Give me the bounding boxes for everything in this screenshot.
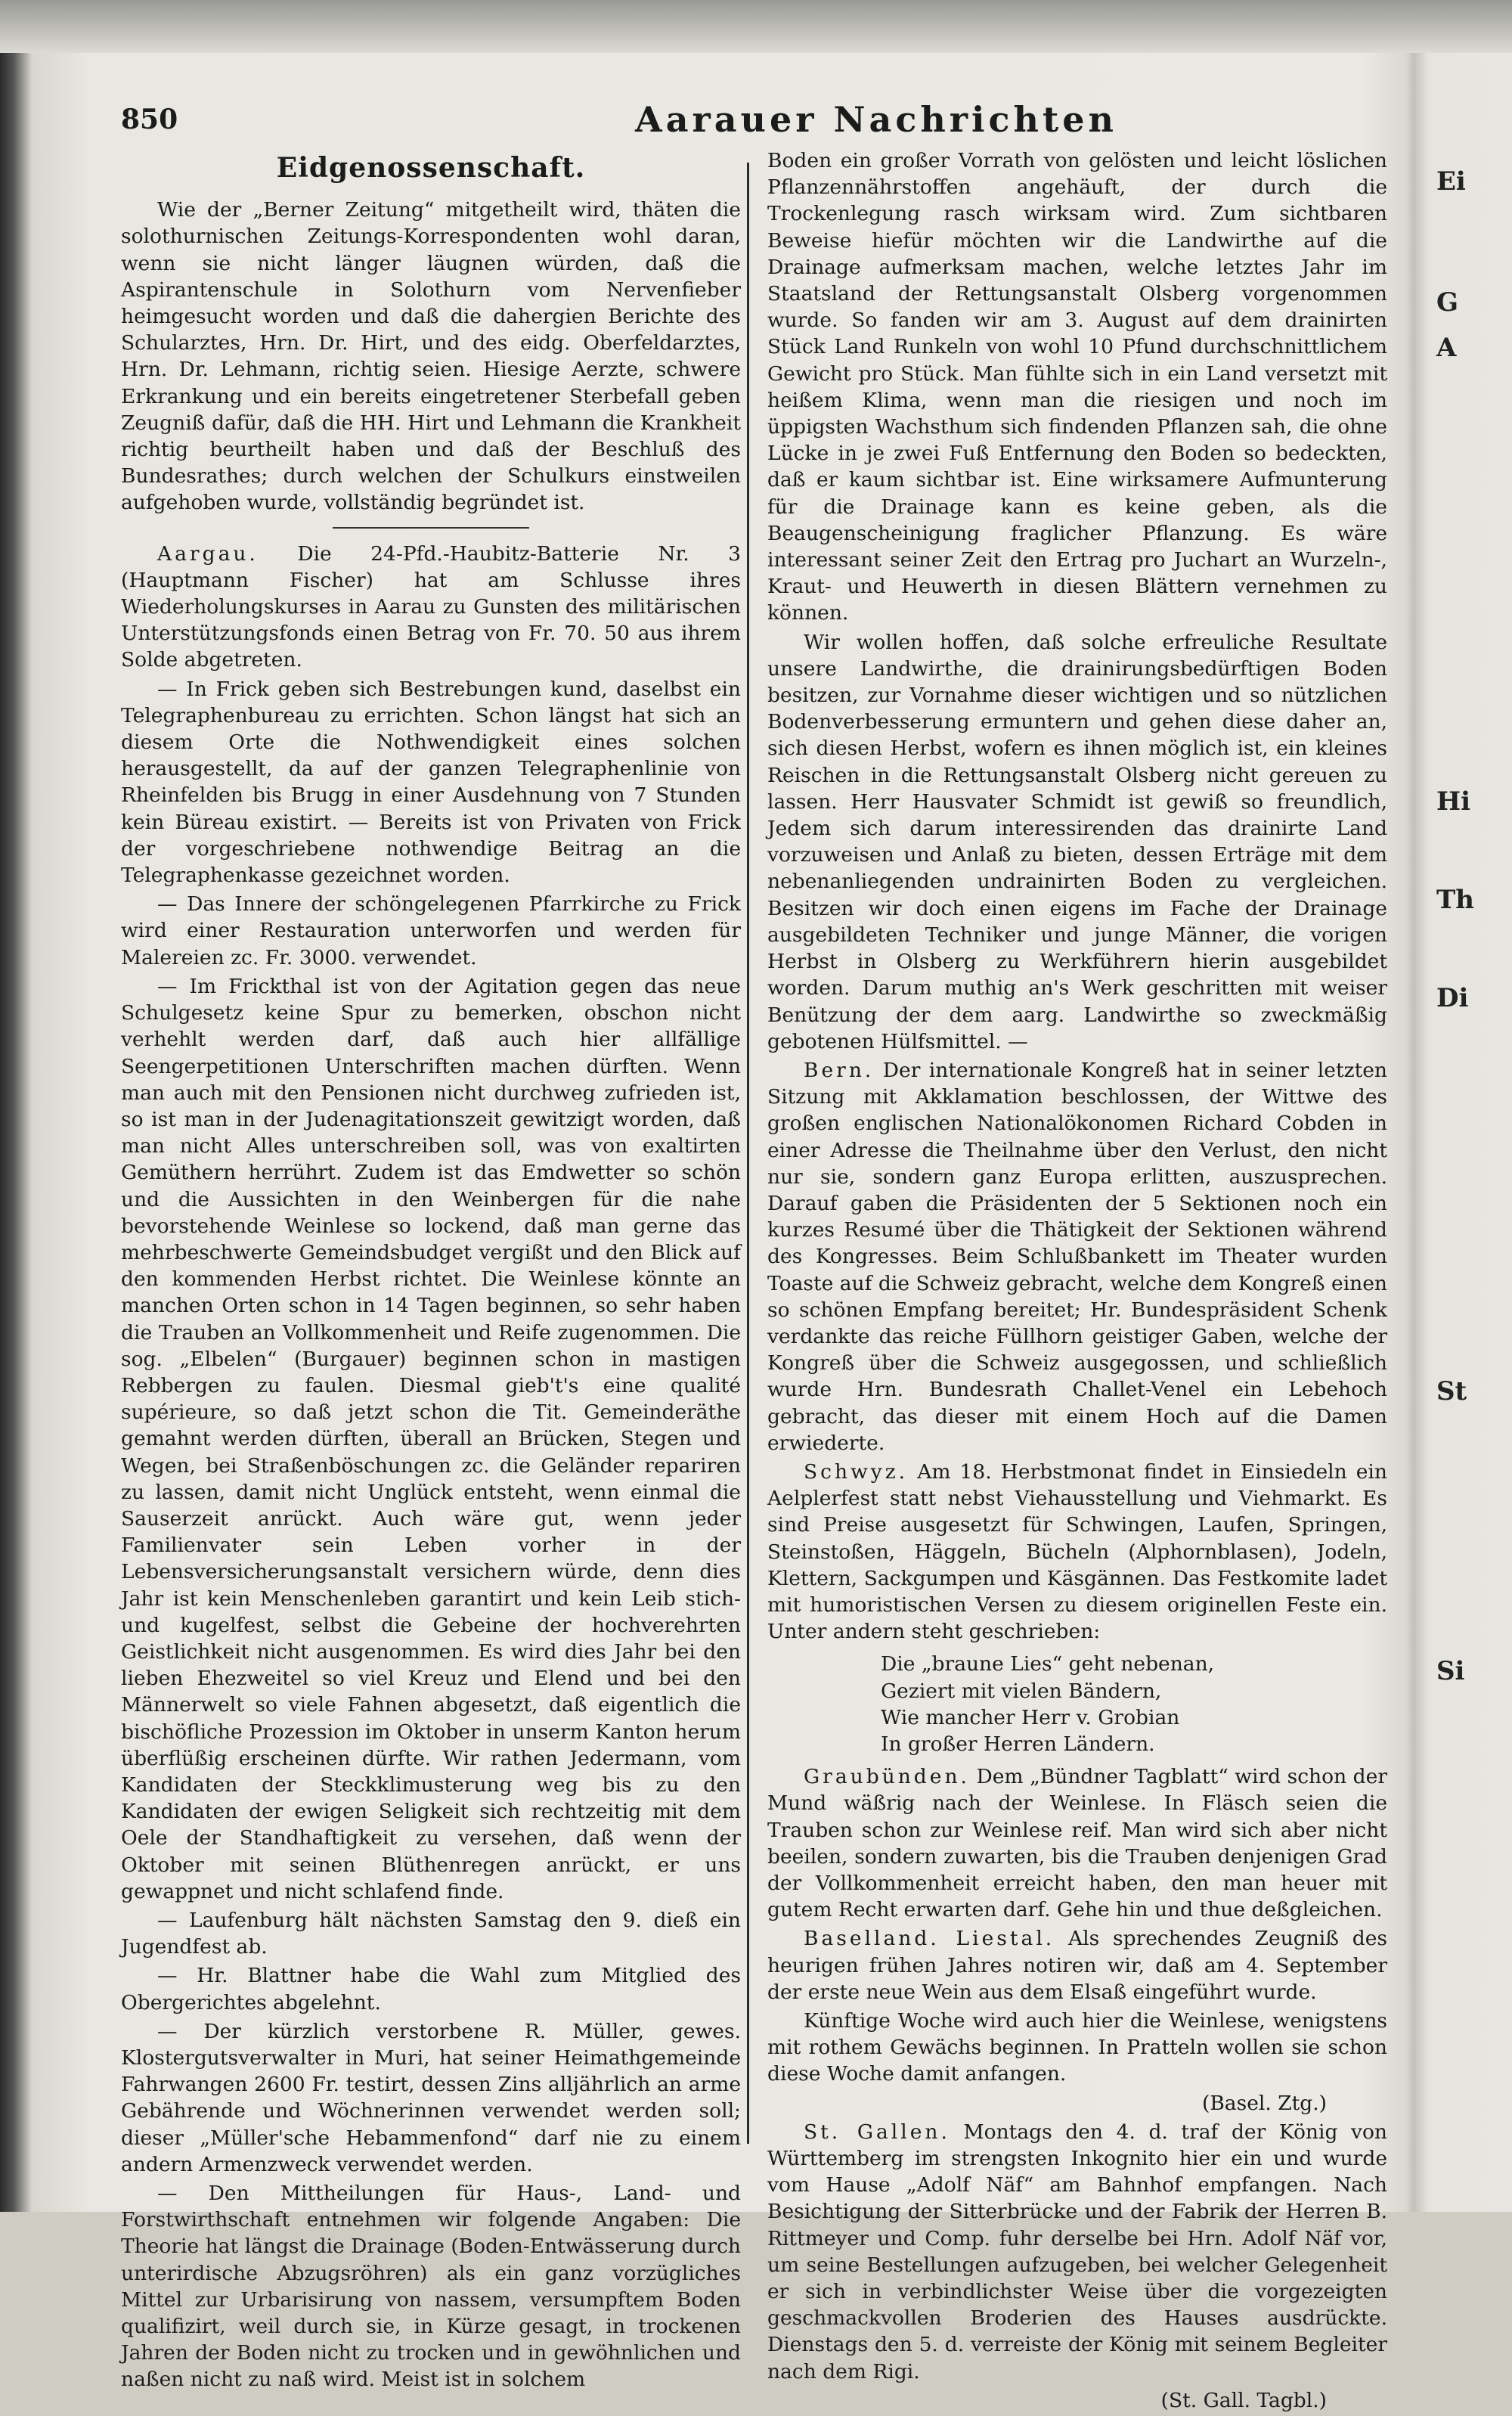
article-hoffen: Wir wollen hoffen, daß solche erfreuliche Resultate unsere Landwirthe, die drainirungsbedürftigen Boden besitzen, zur Vornahme dieser wichtigen und so nützlichen Bodenverbesserung ermuntern und gehen diese daher an, sich diesen Herbst, wofern es ihnen möglich ist, ein kleines Reischen in die Rettungsanstalt Olsberg nicht gereuen zu lassen. Herr Hausvater Schmidt ist gewiß so freundlich, Jedem sich darum interessirenden das drainirte Land vorzuweisen und Anlaß zu bieten, dessen Erträge mit dem nebenanliegenden undrainirten Boden zu vergleichen. Besitzen wir doch einen eigens im Fache der Drainage ausgebildeten Techniker und junge Männer, die vorigen Herbst in Olsberg zu Werkführern hierin ausgebildet worden. Darum muthig an's Werk geschritten mit weiser Benützung der dem aarg. Landwirthe so zweckmäßig gebotenen Hülfsmittel. — xyxy=(767,630,1387,1053)
article-drainage-cont: Boden ein großer Vorrath von gelösten und leicht löslichen Pflanzennährstoffen angehäuft, der durch die Trockenlegung rasch wirksam wird. Zum sichtbaren Beweise hiefür möchten wir die Landwirthe auf die Drainage aufmerksam machen, welche letztes Jahr im Staatsland der Rettungsanstalt Olsberg vorgenommen wurde. So fanden wir am 3. August auf dem drainirten Stück Land Runkeln von wohl 10 Pfund durchschnittlichem Gewicht pro Stück. Man fühlte sich in ein Land versetzt mit heißem Klima, wenn man die riesigen und noch im üppigsten Wachsthum sich findenden Pflanzen sah, die ohne Lücke in je zwei Fuß Entfernung den Boden so bedeckten, daß er kaum sichtbar ist. Eine wirksamere Aufmunterung für die Drainage kann es keine geben, als die Beaugenscheinigung fraglicher Pflanzung. Es wäre interessant seiner Zeit den Ertrag pro Juchart an Wurzeln-, Kraut- und Heuwerth in diesen Blättern vernehmen zu können. xyxy=(767,149,1387,625)
edge-fragment: Th xyxy=(1436,885,1475,915)
place-bern: Bern. xyxy=(804,1058,875,1082)
scan-top-band xyxy=(0,0,1512,53)
article-drainage: — Den Mittheilungen für Haus-, Land- und Forstwirthschaft entnehmen wir folgende Angaben: Die Theorie hat längst die Drainage (Boden-Entwässerung durch unterirdische Abzugsröhren) als ein ganz vorzügliches Mittel zur Urbarisirung von nassem, versumpftem Boden qualifizirt, weil durch sie, in Kürze gesagt, in trockenen Jahren der Boden nicht zu trocken und in gewöhnlichen und naßen nicht zu naß wird. Meist ist in solchem xyxy=(121,2182,741,2392)
poem-line: In großer Herren Ländern. xyxy=(881,1732,1155,1756)
edge-fragment: Si xyxy=(1436,1656,1465,1686)
bern-text: Der internationale Kongreß hat in seiner letzten Sitzung mit Akklamation beschlossen, der Wittwe des großen englischen Nationalökonomen Richard Cobden in einer Adresse die Theilnahme über den Verlust, den nicht nur sie, sondern ganz Europa erlitten, auszusprechen. Darauf gaben die Präsidenten der 5 Sektionen noch ein kurzes Resumé über die Thätigkeit der Sektionen während des Kongresses. Beim Schlußbankett im Theater wurden Toaste auf die Schweiz gebracht, welche dem Kongreß einen so schönen Empfang bereitet; Hr. Bundespräsident Schenk verdankte das reiche Füllhorn geistiger Gaben, welche der Kongreß über die Schweiz ausgegossen, und schließlich wurde Hrn. Bundesrath Challet-Venel ein Lebehoch gebracht, das dieser mit einem Hoch auf die Damen erwiederte. xyxy=(767,1058,1387,1455)
article-blattner: — Hr. Blattner habe die Wahl zum Mitglied des Obergerichtes abgelehnt. xyxy=(121,1964,741,2014)
left-column xyxy=(121,147,741,2396)
baselland-text: Als sprechendes Zeugniß des heurigen frühen Jahres notiren wir, daß am 4. September der erste neue Wein aus dem Elsaß eingeführt wurde. xyxy=(767,1927,1387,2004)
article-bern xyxy=(767,1057,1387,1456)
right-column xyxy=(767,147,1387,2416)
place-baselland: Baselland. Liestal. xyxy=(804,1927,1055,1951)
newspaper-title: Aarauer Nachrichten xyxy=(635,99,1117,140)
edge-fragment: Ei xyxy=(1436,166,1466,197)
column-rule xyxy=(747,163,749,2144)
poem-line: Geziert mit vielen Bändern, xyxy=(881,1679,1162,1703)
section-title: Eidgenossenschaft. xyxy=(276,152,586,184)
edge-fragment: G xyxy=(1436,287,1459,318)
place-stgallen: St. Gallen. xyxy=(804,2120,950,2144)
place-graubuenden: Graubünden. xyxy=(804,1765,970,1789)
source-basel: (Basel. Ztg.) xyxy=(1201,2091,1327,2115)
edge-fragment: St xyxy=(1436,1376,1467,1406)
article-aspirantenschule: Wie der „Berner Zeitung“ mitgetheilt wird, thäten die solothurnischen Zeitungs-Korrespondenten wohl daran, wenn sie nicht länger läugnen würden, daß die Aspirantenschule in Solothurn vom Nervenfieber heimgesucht worden und daß die dahergien Berichte des Schularztes, Hrn. Dr. Hirt, und des eidg. Oberfeldarztes, Hrn. Dr. Lehmann, richtig seien. Hiesige Aerzte, schwere Erkrankung und ein bereits eingetretener Sterbefall geben Zeugniß dafür, daß die HH. Hirt und Lehmann die Krankheit richtig beurtheilt haben und daß der Beschluß des Bundesrathes; durch welchen der Schulkurs einstweilen aufgehoben wurde, vollständig begründet ist. xyxy=(121,198,741,515)
article-frick-pfarrkirche: — Das Innere der schöngelegenen Pfarrkirche zu Frick wird einer Restauration unterworfen und werden für Malereien zc. Fr. 3000. verwendet. xyxy=(121,892,741,969)
article-frick-telegraph: — In Frick geben sich Bestrebungen kund, daselbst ein Telegraphenbureau zu errichten. Schon längst hat sich an diesem Orte die Nothwendigkeit eines solchen herausgestellt, da auf der ganzen Telegraphenlinie von Rheinfelden bis Brugg in einer Ausdehnung von 7 Stunden kein Büreau existirt. — Bereits ist von Privaten von Frick der vorgeschriebene nothwendige Beitrag an die Telegraphenkasse gezeichnet worden. xyxy=(121,677,741,888)
article-laufenburg: — Laufenburg hält nächsten Samstag den 9. dieß ein Jugendfest ab. xyxy=(121,1909,741,1959)
place-schwyz: Schwyz. xyxy=(804,1459,909,1484)
stgallen-text: Montags den 4. d. traf der König von Württemberg im strengsten Inkognito hier ein und wurde vom Hause „Adolf Näf“ am Bahnhof empfangen. Nach Besichtigung der Sitterbrücke und der Fabrik der Herren B. Rittmeyer und Comp. fuhr derselbe bei Hrn. Adolf Näf vor, um seine Bestellungen aufzugeben, bei welcher Gelegenheit er sich in verbindlichster Weise über die vorgezeigten geschmackvollen Broderien des Hauses ausdrückte. Dienstags den 5. d. verreiste der König mit seinem Begleiter nach dem Rigi. xyxy=(767,2120,1387,2383)
page-number: 850 xyxy=(121,104,178,135)
edge-fragment: A xyxy=(1436,333,1457,363)
edge-fragment: Di xyxy=(1436,983,1469,1013)
poem xyxy=(881,1651,1387,1757)
article-schwyz xyxy=(767,1459,1387,1645)
poem-line: Wie mancher Herr v. Grobian xyxy=(881,1705,1180,1729)
article-fricktal: — Im Frickthal ist von der Agitation gegen das neue Schulgesetz keine Spur zu bemerken, obschon nicht verhehlt werden darf, daß auch hier allfällige Seengerpetitionen Unterschriften machen dürften. Wenn man auch mit den Pensionen nicht durchweg zufrieden ist, so ist man in der Judenagitationszeit gewitzigt worden, daß man nicht Alles unterschreiben soll, was von exaltirten Gemüthern herrührt. Zudem ist das Emdwetter so schön und die Aussichten in den Weinbergen für die nahe bevorstehende Weinlese so lockend, daß man gerne das mehrbeschwerte Gemeindsbudget vergißt und den Blick auf den kommenden Herbst richtet. Die Weinlese könnte an manchen Orten schon in 14 Tagen beginnen, so sehr haben die Trauben an Vollkommenheit und Reife zugenommen. Die sog. „Elbelen“ (Burgauer) beginnen schon in mastigen Rebbergen zu faulen. Diesmal gieb't's eine qualité supérieure, so daß jetzt schon die Tit. Gemeinderäthe gemahnt werden dürften, überall an Brücken, Stegen und Wegen, bei Straßenböschungen zc. die Geländer repariren zu lassen, damit nicht Unglück entsteht, wenn einmal die Sauserzeit anrückt. Auch wäre gut, wenn jeder Familienvater sein Leben vorher in der Lebensversicherungsanstalt versichern würde, denn dies Jahr ist kein Menschenleben garantirt und kein Leib stich- und kugelfest, selbst die Gebeine der hochverehrten Geistlichkeit nicht ausgenommen. Es wird dies Jahr bei den lieben Ehezweitel so viel Kreuz und Elend und bei den Männerwelt so viele Fahnen abgesetzt, daß eigentlich die bischöfliche Prozession im Oktober in unserm Kanton herum überflüßig erscheinen dürfte. Wir rathen Jedermann, vom Kandidaten der Steckklimusterung weg bis zu den Kandidaten der ewigen Seligkeit sich rechtzeitig mit dem Oele der Standhaftigkeit zu versehen, daß wenn der Oktober mit seinen Blüthenregen anrückt, er uns gewappnet und nicht schlafend finde. xyxy=(121,974,741,1903)
article-mueller: — Der kürzlich verstorbene R. Müller, gewes. Klostergutsverwalter in Muri, hat seiner Heimathgemeinde Fahrwangen 2600 Fr. testirt, dessen Zins alljährlich an arme Gebährende und Wöchnerinnen verwendet werden soll; dieser „Müller'sche Hebammenfond“ darf nie zu einem andern Armenzweck verwendet werden. xyxy=(121,2019,741,2176)
aargau-text: Die 24-Pfd.-Haubitz-Batterie Nr. 3 (Hauptmann Fischer) hat am Schlusse ihres Wiederholungskurses in Aarau zu Gunsten des militärischen Unterstützungsfonds einen Betrag von Fr. 70. 50 aus ihrem Solde abgetreten. xyxy=(121,541,741,672)
graubuenden-text: Dem „Bündner Tagblatt“ wird schon der Mund wäßrig nach der Weinlese. In Fläsch seien die Trauben schon zur Weinlese reif. Man wird sich aber nicht beeilen, sondern zuwarten, bis die Trauben denjenigen Grad der Vollkommenheit erreicht haben, den man heuer mit gutem Recht erwarten darf. Gehe hin und thue deßgleichen. xyxy=(767,1765,1387,1922)
schwyz-text: Am 18. Herbstmonat findet in Einsiedeln ein Aelplerfest statt nebst Viehausstellung und Viehmarkt. Es sind Preise ausgesetzt für Schwingen, Laufen, Springen, Steinstoßen, Häggeln, Bücheln (Alphornblasen), Jodeln, Klettern, Sackgumpen und Käsgännen. Das Festkomite ladet mit humoristischen Versen zu diesem originellen Feste ein. Unter andern steht geschrieben: xyxy=(767,1459,1387,1644)
adjacent-page-edge xyxy=(1421,106,1512,2148)
poem-line: Die „braune Lies“ geht nebenan, xyxy=(881,1652,1215,1676)
article-graubuenden xyxy=(767,1763,1387,1923)
article-stgallen xyxy=(767,2119,1387,2385)
page-header xyxy=(121,95,1406,147)
article-baselland-2: Künftige Woche wird auch hier die Weinlese, wenigstens mit rothem Gewächs beginnen. In Pratteln wollen sie schon diese Woche damit anfangen. xyxy=(767,2009,1387,2086)
source-stgallen: (St. Gall. Tagbl.) xyxy=(1160,2388,1327,2412)
article-aargau xyxy=(121,541,741,674)
edge-fragment: Hi xyxy=(1436,786,1471,817)
newspaper-page xyxy=(91,79,1414,2412)
article-baselland xyxy=(767,1925,1387,2005)
divider xyxy=(333,527,529,529)
place-aargau: Aargau. xyxy=(157,541,259,566)
